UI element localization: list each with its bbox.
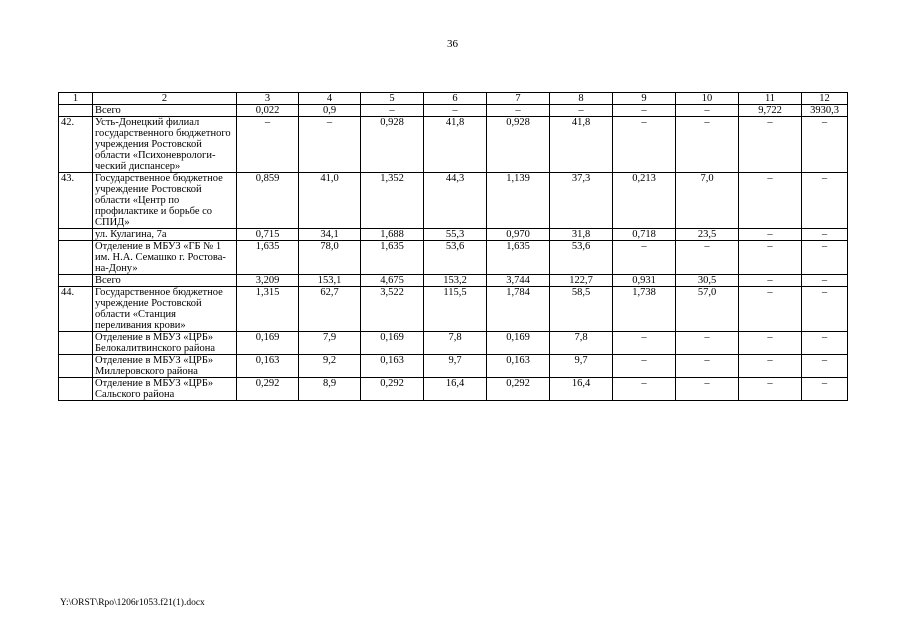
value-cell: 9,7 bbox=[550, 355, 613, 378]
value-cell: – bbox=[739, 332, 802, 355]
row-number-cell bbox=[59, 229, 93, 241]
value-cell: 1,738 bbox=[613, 287, 676, 332]
value-cell: – bbox=[739, 287, 802, 332]
value-cell: – bbox=[613, 105, 676, 117]
value-cell: – bbox=[237, 117, 299, 173]
row-number-cell: 43. bbox=[59, 173, 93, 229]
value-cell: – bbox=[676, 117, 739, 173]
value-cell: 23,5 bbox=[676, 229, 739, 241]
row-name-cell: Отделение в МБУЗ «ГБ № 1 им. Н.А. Семашко г. Ростова-на-Дону» bbox=[93, 241, 237, 275]
value-cell: 0,715 bbox=[237, 229, 299, 241]
row-name-cell: Отделение в МБУЗ «ЦРБ» Белокалитвинского района bbox=[93, 332, 237, 355]
value-cell: – bbox=[361, 105, 424, 117]
value-cell: 115,5 bbox=[424, 287, 487, 332]
row-name-cell: Усть-Донецкий филиал государственного бюджетного учреждения Ростовской области «Психоневрологический диспансер» bbox=[93, 117, 237, 173]
row-name-cell: ул. Кулагина, 7а bbox=[93, 229, 237, 241]
header-cell: 9 bbox=[613, 93, 676, 105]
value-cell: 16,4 bbox=[424, 378, 487, 401]
table-row bbox=[59, 241, 848, 275]
value-cell: 0,928 bbox=[361, 117, 424, 173]
value-cell: 153,1 bbox=[299, 275, 361, 287]
value-cell: – bbox=[739, 241, 802, 275]
value-cell: – bbox=[739, 378, 802, 401]
value-cell: – bbox=[802, 241, 848, 275]
header-cell: 5 bbox=[361, 93, 424, 105]
value-cell: 1,315 bbox=[237, 287, 299, 332]
header-cell: 11 bbox=[739, 93, 802, 105]
value-cell: 0,213 bbox=[613, 173, 676, 229]
table-row bbox=[59, 173, 848, 229]
value-cell: 78,0 bbox=[299, 241, 361, 275]
value-cell: 0,169 bbox=[487, 332, 550, 355]
row-number-cell bbox=[59, 105, 93, 117]
value-cell: – bbox=[739, 173, 802, 229]
page-number: 36 bbox=[447, 38, 458, 50]
value-cell: – bbox=[424, 105, 487, 117]
footer-file-path: Y:\ORST\Rpo\1206r1053.f21(1).docx bbox=[60, 598, 205, 608]
row-name-cell: Отделение в МБУЗ «ЦРБ» Сальского района bbox=[93, 378, 237, 401]
value-cell: 4,675 bbox=[361, 275, 424, 287]
value-cell: – bbox=[613, 117, 676, 173]
value-cell: 30,5 bbox=[676, 275, 739, 287]
value-cell: 9,7 bbox=[424, 355, 487, 378]
value-cell: 41,8 bbox=[424, 117, 487, 173]
value-cell: 34,1 bbox=[299, 229, 361, 241]
value-cell: 0,292 bbox=[487, 378, 550, 401]
value-cell: 1,635 bbox=[237, 241, 299, 275]
value-cell: 31,8 bbox=[550, 229, 613, 241]
value-cell: 41,0 bbox=[299, 173, 361, 229]
row-name-cell: Всего bbox=[93, 275, 237, 287]
value-cell: 1,635 bbox=[487, 241, 550, 275]
value-cell: – bbox=[676, 355, 739, 378]
value-cell: 0,292 bbox=[237, 378, 299, 401]
table-row bbox=[59, 117, 848, 173]
value-cell: 0,163 bbox=[237, 355, 299, 378]
data-table bbox=[58, 92, 848, 401]
value-cell: 62,7 bbox=[299, 287, 361, 332]
value-cell: – bbox=[676, 241, 739, 275]
table-row bbox=[59, 332, 848, 355]
value-cell: – bbox=[802, 332, 848, 355]
value-cell: 122,7 bbox=[550, 275, 613, 287]
table-row bbox=[59, 105, 848, 117]
value-cell: 1,139 bbox=[487, 173, 550, 229]
value-cell: 55,3 bbox=[424, 229, 487, 241]
value-cell: – bbox=[613, 241, 676, 275]
table-header-row bbox=[59, 93, 848, 105]
value-cell: 3930,3 bbox=[802, 105, 848, 117]
value-cell: – bbox=[802, 173, 848, 229]
value-cell: – bbox=[613, 332, 676, 355]
row-number-cell bbox=[59, 241, 93, 275]
table-row bbox=[59, 275, 848, 287]
value-cell: 9,2 bbox=[299, 355, 361, 378]
value-cell: 0,9 bbox=[299, 105, 361, 117]
value-cell: 7,8 bbox=[424, 332, 487, 355]
value-cell: – bbox=[802, 229, 848, 241]
table-row bbox=[59, 378, 848, 401]
value-cell: 53,6 bbox=[424, 241, 487, 275]
value-cell: – bbox=[613, 378, 676, 401]
row-name-cell: Отделение в МБУЗ «ЦРБ» Миллеровского района bbox=[93, 355, 237, 378]
value-cell: 0,169 bbox=[237, 332, 299, 355]
row-number-cell: 44. bbox=[59, 287, 93, 332]
value-cell: – bbox=[487, 105, 550, 117]
header-cell: 6 bbox=[424, 93, 487, 105]
value-cell: – bbox=[802, 275, 848, 287]
row-name-cell: Государственное бюджетное учреждение Ростовской области «Станция переливания крови» bbox=[93, 287, 237, 332]
value-cell: 0,163 bbox=[487, 355, 550, 378]
value-cell: 0,169 bbox=[361, 332, 424, 355]
value-cell: 53,6 bbox=[550, 241, 613, 275]
row-number-cell bbox=[59, 355, 93, 378]
value-cell: 0,718 bbox=[613, 229, 676, 241]
value-cell: – bbox=[802, 378, 848, 401]
value-cell: 57,0 bbox=[676, 287, 739, 332]
value-cell: – bbox=[676, 378, 739, 401]
value-cell: – bbox=[299, 117, 361, 173]
header-cell: 3 bbox=[237, 93, 299, 105]
value-cell: – bbox=[739, 117, 802, 173]
value-cell: 0,163 bbox=[361, 355, 424, 378]
value-cell: 1,635 bbox=[361, 241, 424, 275]
header-cell: 12 bbox=[802, 93, 848, 105]
row-name-cell: Всего bbox=[93, 105, 237, 117]
value-cell: – bbox=[739, 355, 802, 378]
value-cell: – bbox=[676, 105, 739, 117]
value-cell: – bbox=[676, 332, 739, 355]
value-cell: 37,3 bbox=[550, 173, 613, 229]
row-number-cell: 42. bbox=[59, 117, 93, 173]
table-row bbox=[59, 229, 848, 241]
value-cell: 7,9 bbox=[299, 332, 361, 355]
value-cell: – bbox=[802, 287, 848, 332]
value-cell: – bbox=[802, 117, 848, 173]
value-cell: 0,859 bbox=[237, 173, 299, 229]
value-cell: 7,8 bbox=[550, 332, 613, 355]
header-cell: 7 bbox=[487, 93, 550, 105]
value-cell: 7,0 bbox=[676, 173, 739, 229]
value-cell: 58,5 bbox=[550, 287, 613, 332]
value-cell: 0,292 bbox=[361, 378, 424, 401]
value-cell: 16,4 bbox=[550, 378, 613, 401]
row-number-cell bbox=[59, 275, 93, 287]
value-cell: 0,931 bbox=[613, 275, 676, 287]
header-cell: 10 bbox=[676, 93, 739, 105]
header-cell: 2 bbox=[93, 93, 237, 105]
value-cell: – bbox=[613, 355, 676, 378]
value-cell: – bbox=[739, 275, 802, 287]
header-cell: 4 bbox=[299, 93, 361, 105]
value-cell: 0,970 bbox=[487, 229, 550, 241]
row-number-cell bbox=[59, 378, 93, 401]
value-cell: – bbox=[739, 229, 802, 241]
value-cell: 153,2 bbox=[424, 275, 487, 287]
value-cell: 41,8 bbox=[550, 117, 613, 173]
table-body bbox=[59, 93, 848, 401]
value-cell: 9,722 bbox=[739, 105, 802, 117]
header-cell: 1 bbox=[59, 93, 93, 105]
value-cell: 1,352 bbox=[361, 173, 424, 229]
row-number-cell bbox=[59, 332, 93, 355]
value-cell: – bbox=[550, 105, 613, 117]
value-cell: 44,3 bbox=[424, 173, 487, 229]
value-cell: 3,522 bbox=[361, 287, 424, 332]
header-cell: 8 bbox=[550, 93, 613, 105]
value-cell: 1,688 bbox=[361, 229, 424, 241]
value-cell: 8,9 bbox=[299, 378, 361, 401]
value-cell: 0,928 bbox=[487, 117, 550, 173]
row-name-cell: Государственное бюджетное учреждение Ростовской области «Центр по профилактике и борьбе со СПИД» bbox=[93, 173, 237, 229]
table-row bbox=[59, 287, 848, 332]
value-cell: 3,209 bbox=[237, 275, 299, 287]
value-cell: 0,022 bbox=[237, 105, 299, 117]
value-cell: 1,784 bbox=[487, 287, 550, 332]
value-cell: – bbox=[802, 355, 848, 378]
table-row bbox=[59, 355, 848, 378]
value-cell: 3,744 bbox=[487, 275, 550, 287]
